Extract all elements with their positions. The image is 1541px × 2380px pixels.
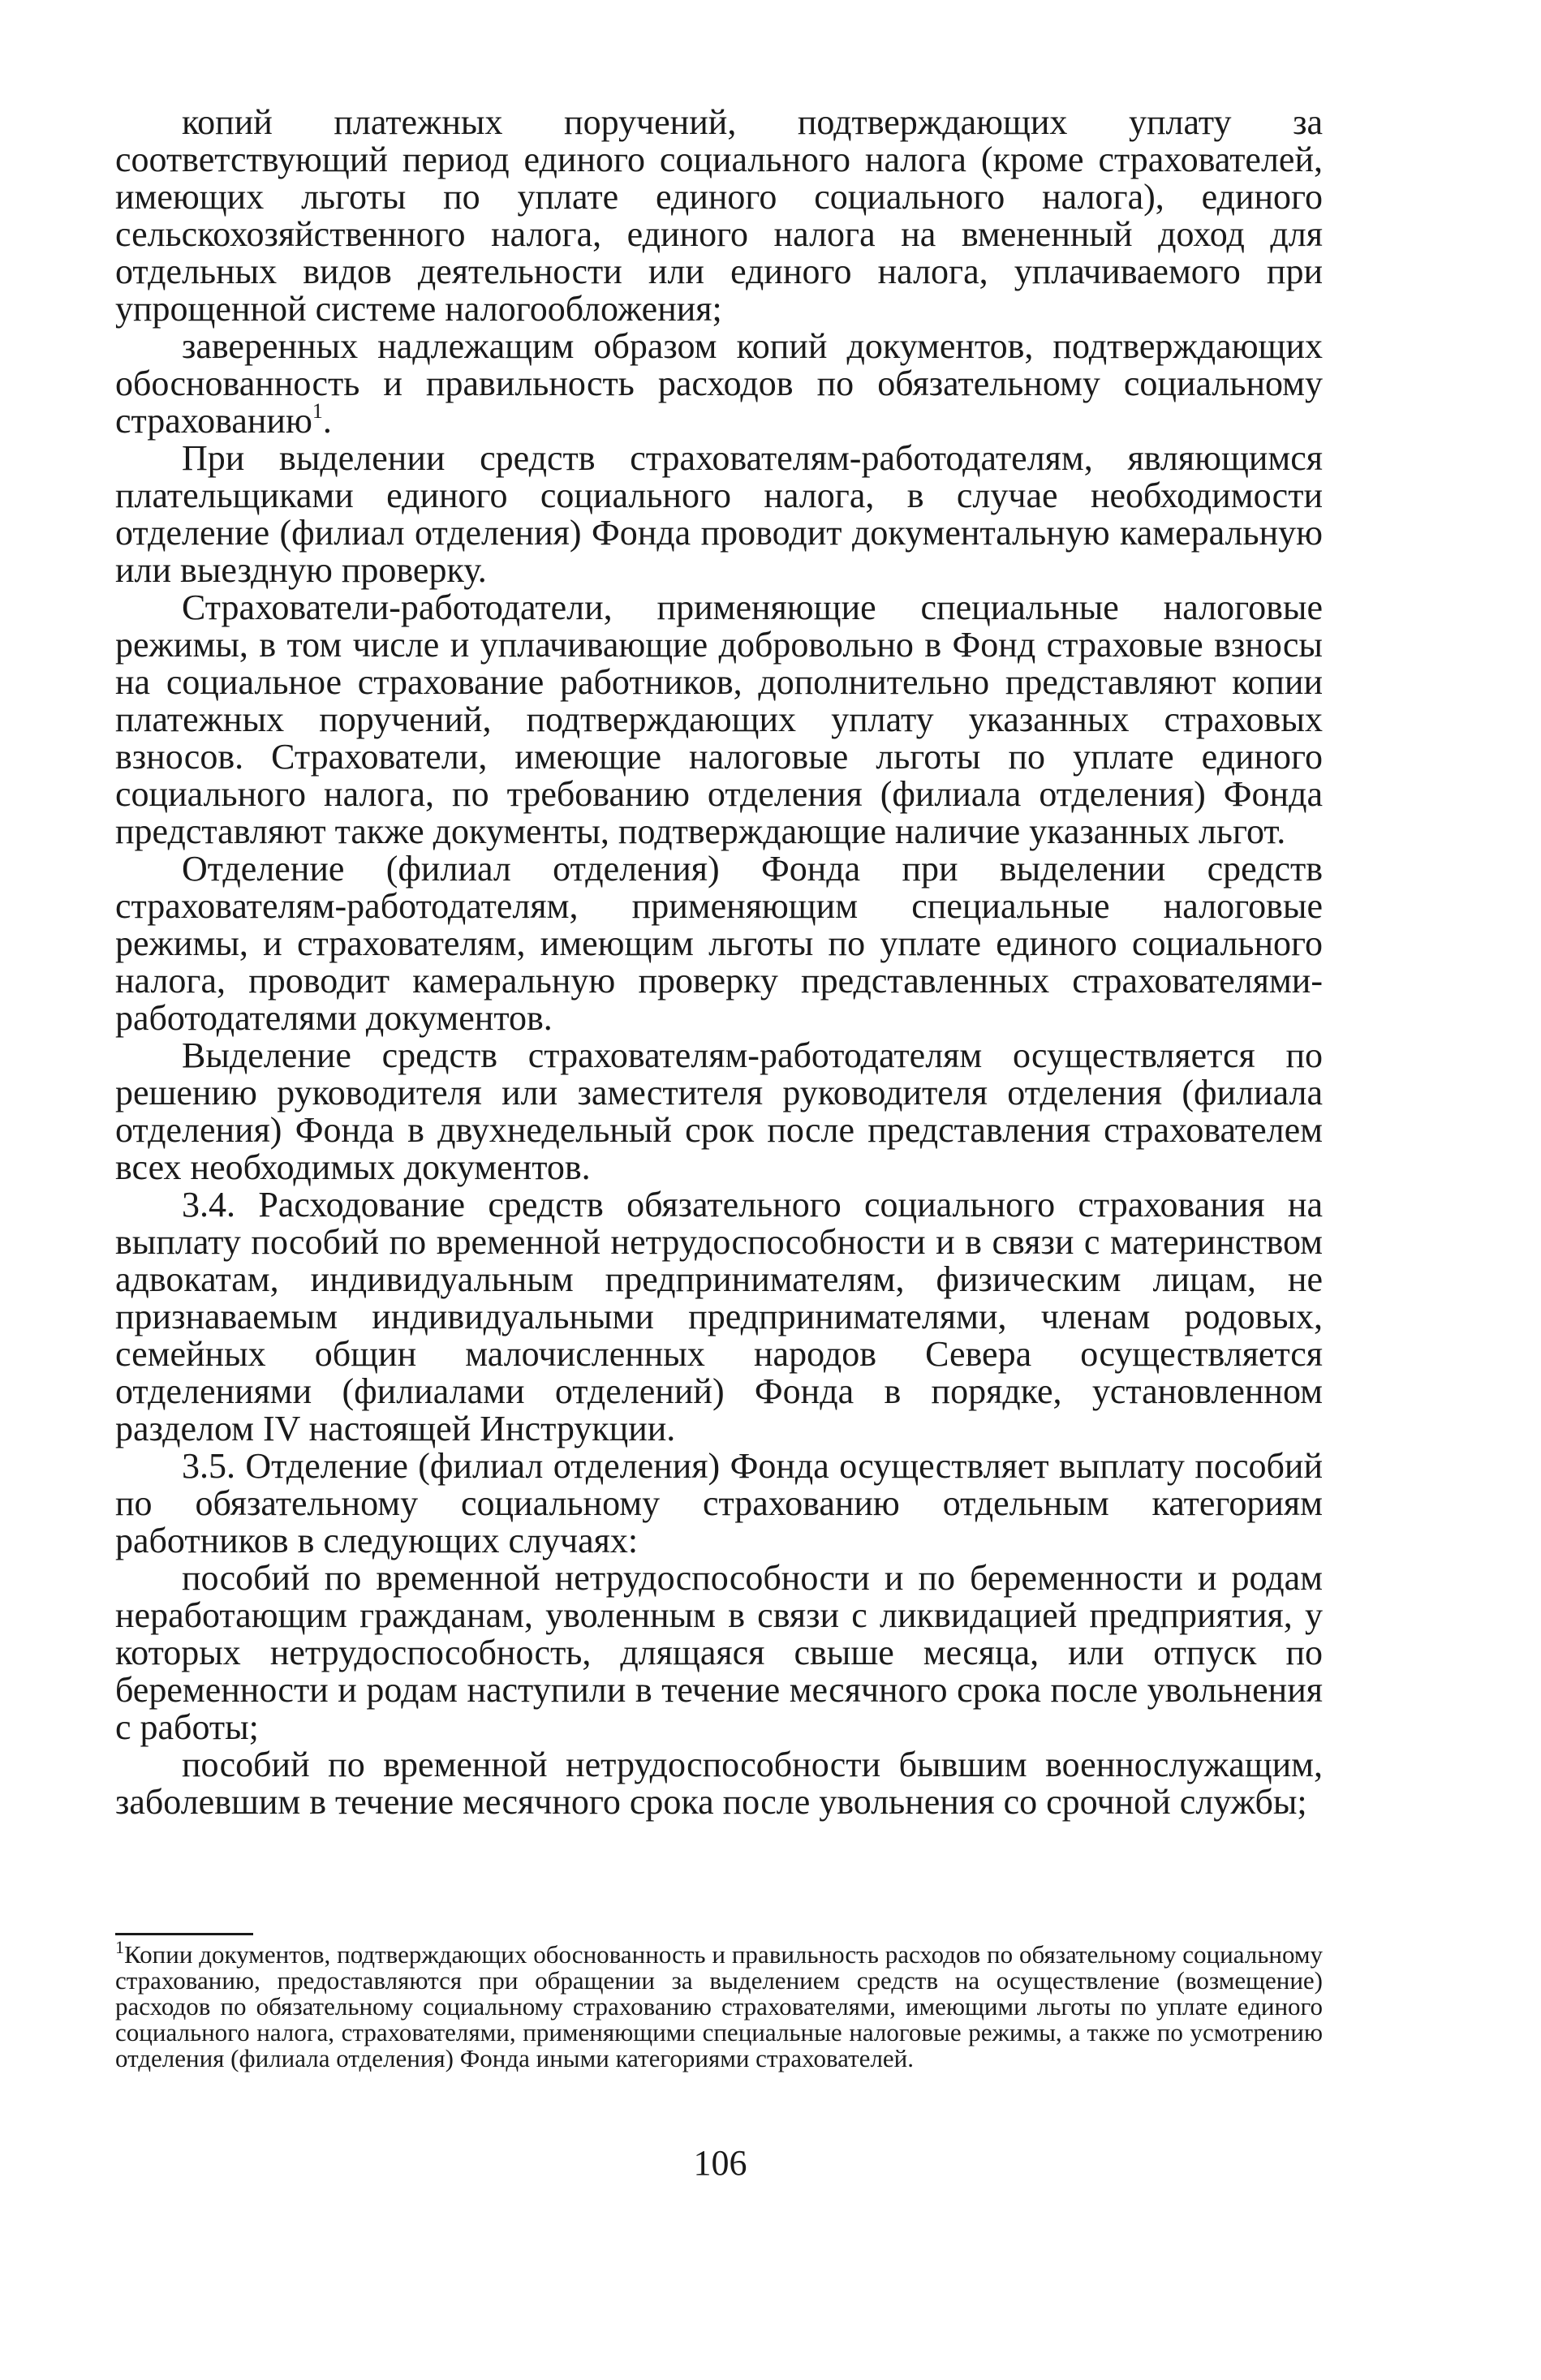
footnote — [115, 1937, 1323, 2072]
paragraph-certified-copies-end: . — [322, 401, 332, 441]
footnote-marker: 1 — [115, 1937, 124, 1957]
paragraph-allocation-decision: Выделение средств страхователям-работодателям осуществляется по решению руководителя или заместителя руководителя отделения (филиала отделения) Фонда в двухнедельный срок после представления страхователем всех необходимых документов. — [115, 1035, 1323, 1187]
paragraph-section-3-5: 3.5. Отделение (филиал отделения) Фонда осуществляет выплату пособий по обязательному социальному страхованию отдельным категориям работников в следующих случаях: — [115, 1446, 1323, 1560]
paragraph-certified-copies — [115, 328, 1323, 440]
footnote-reference[interactable]: 1 — [312, 399, 323, 423]
page-number: 106 — [693, 2143, 747, 2183]
paragraph-allocation-check: При выделении средств страхователям-работодателям, являющимся плательщиками единого социального налога, в случае необходимости отделение (филиал отделения) Фонда проводит документальную камеральную или выездную проверку. — [115, 438, 1323, 590]
footnote-text-block — [115, 1937, 1323, 2072]
paragraph-desk-audit: Отделение (филиал отделения) Фонда при выделении средств страхователям-работодателям, применяющим специальные налоговые режимы, и страхователям, имеющим льготы по уплате единого социального налога, проводит камеральную проверку представленных страхователями-работодателями документов. — [115, 849, 1323, 1038]
body-text — [115, 104, 1323, 1821]
paragraph-payment-orders: копий платежных поручений, подтверждающих уплату за соответствующий период единого социального налога (кроме страхователей, имеющих льготы по уплате единого социального налога), единого сельскохозяйственного налога, единого налога на вмененный доход для отдельных видов деятельности или единого налога, уплачиваемого при упрощенной системе налогообложения; — [115, 102, 1323, 329]
paragraph-section-3-4: 3.4. Расходование средств обязательного социального страхования на выплату пособий по временной нетрудоспособности и в связи с материнством адвокатам, индивидуальным предпринимателям, физическим лицам, не признаваемым индивидуальными предпринимателями, членам родовых, семейных общин малочисленных народов Севера осуществляется отделениями (филиалами отделений) Фонда в порядке, установленном разделом IV настоящей Инструкции. — [115, 1185, 1323, 1448]
paragraph-special-tax-regimes: Страхователи-работодатели, применяющие специальные налоговые режимы, в том числе и уплачивающие добровольно в Фонд страховые взносы на социальное страхование работников, дополнительно представляют копии платежных поручений, подтверждающих уплату указанных страховых взносов. Страхователи, имеющие налоговые льготы по уплате единого социального налога, по требованию отделения (филиала отделения) Фонда представляют также документы, подтверждающие наличие указанных льгот. — [115, 587, 1323, 851]
footnote-text: Копии документов, подтверждающих обоснованность и правильность расходов по обязательному социальному страхованию, предоставляются при обращении за выделением средств на осуществление (возмещение) расходов по обязательному социальному страхованию страхователями, имеющими льготы по уплате единого социального налога, страхователями, применяющими специальные налоговые режимы, а также по усмотрению отделения (филиала отделения) Фонда иными категориями страхователей. — [115, 1940, 1323, 2072]
footnote-divider — [115, 1933, 253, 1935]
paragraph-certified-copies-text: заверенных надлежащим образом копий документов, подтверждающих обоснованность и правильность расходов по обязательному социальному страхованию — [115, 326, 1323, 441]
list-item-military-benefits: пособий по временной нетрудоспособности бывшим военнослужащим, заболевшим в течение месячного срока после увольнения со срочной службы; — [115, 1745, 1323, 1822]
list-item-liquidation-benefits: пособий по временной нетрудоспособности и по беременности и родам неработающим гражданам, уволенным в связи с ликвидацией предприятия, у которых нетрудоспособность, длящаяся свыше месяца, или отпуск по беременности и родам наступили в течение месячного срока после увольнения с работы; — [115, 1558, 1323, 1747]
